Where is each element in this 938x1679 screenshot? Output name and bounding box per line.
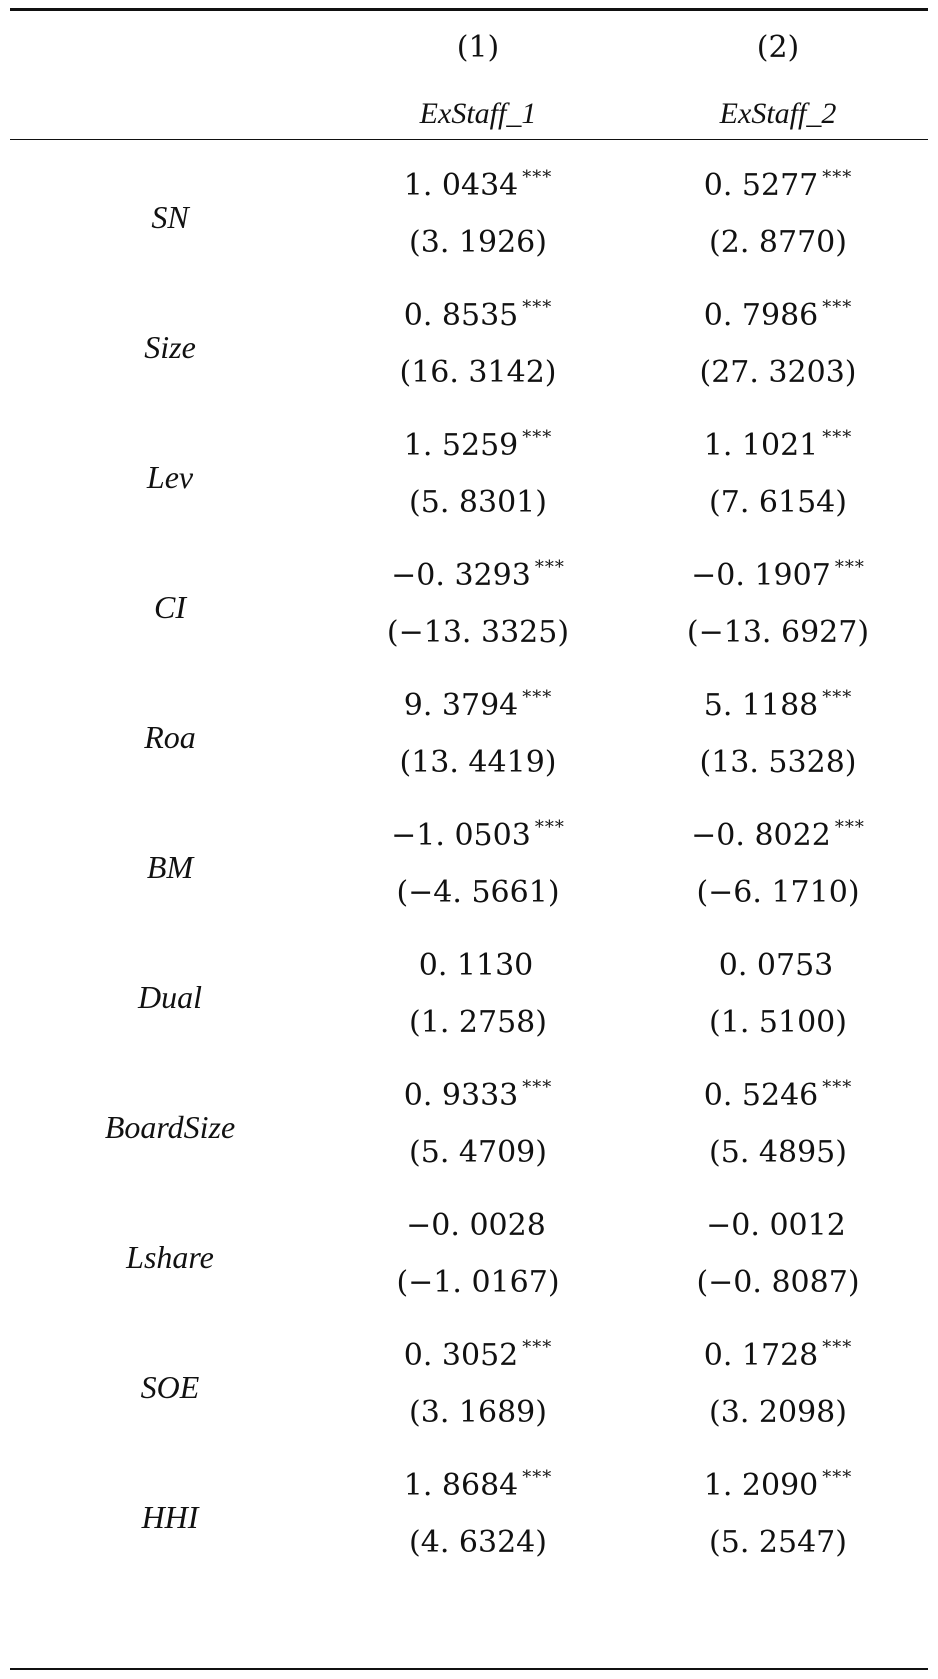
t-statistic: (2. 8770) — [709, 225, 847, 260]
variable-name: BoardSize — [104, 1109, 236, 1145]
coefficient — [348, 1458, 608, 1503]
t-statistic: (−6. 1710) — [696, 875, 860, 910]
table-row — [0, 810, 938, 950]
significance-stars: *** — [822, 1467, 853, 1488]
significance-stars: *** — [522, 687, 553, 708]
coefficient-value: −0. 8022 — [691, 818, 831, 853]
cell-col-1 — [348, 420, 608, 523]
coefficient-value: 1. 0434 — [403, 168, 519, 203]
coefficient — [348, 158, 608, 203]
coefficient-value: −0. 0012 — [706, 1208, 846, 1243]
significance-stars: *** — [522, 427, 553, 448]
coefficient — [648, 1458, 908, 1503]
t-statistic: (1. 2758) — [409, 1005, 547, 1040]
t-statistic: (13. 5328) — [699, 745, 857, 780]
table-row — [0, 940, 938, 1080]
coefficient — [348, 678, 608, 723]
coefficient-value: 0. 7986 — [703, 298, 819, 333]
cell-col-2 — [648, 1330, 908, 1433]
cell-col-2 — [648, 1460, 908, 1563]
t-statistic: (1. 5100) — [709, 1005, 847, 1040]
cell-col-1 — [348, 550, 608, 653]
significance-stars: *** — [822, 297, 853, 318]
coefficient-value: 0. 3052 — [403, 1338, 519, 1373]
table-row — [0, 1200, 938, 1340]
cell-col-2 — [648, 940, 908, 1043]
coefficient-value: 0. 1130 — [418, 948, 534, 983]
significance-stars: *** — [822, 1077, 853, 1098]
t-statistic: (5. 8301) — [409, 485, 547, 520]
cell-col-2 — [648, 420, 908, 523]
variable-name: Dual — [138, 979, 202, 1015]
coefficient-value: −0. 3293 — [391, 558, 531, 593]
coefficient-value: 0. 5246 — [703, 1078, 819, 1113]
t-statistic: (3. 1926) — [409, 225, 547, 260]
cell-col-1 — [348, 1330, 608, 1433]
cell-col-1 — [348, 810, 608, 913]
cell-col-1 — [348, 290, 608, 393]
column-header-2 — [678, 28, 878, 134]
cell-col-1 — [348, 680, 608, 783]
coefficient — [348, 938, 608, 983]
coefficient — [648, 678, 908, 723]
dependent-variable: ExStaff_2 — [719, 97, 837, 130]
coefficient-value: 0. 5277 — [703, 168, 819, 203]
table-top-rule — [10, 8, 928, 11]
cell-col-2 — [648, 810, 908, 913]
cell-col-1 — [348, 1460, 608, 1563]
table-row — [0, 1460, 938, 1600]
header-rule — [10, 139, 928, 140]
coefficient-value: −1. 0503 — [391, 818, 531, 853]
table-row — [0, 160, 938, 300]
t-statistic: (3. 1689) — [409, 1395, 547, 1430]
t-statistic: (16. 3142) — [399, 355, 557, 390]
coefficient-value: 5. 1188 — [703, 688, 819, 723]
table-row — [0, 290, 938, 430]
coefficient — [648, 938, 908, 983]
variable-name: CI — [154, 589, 186, 625]
coefficient-value: −0. 0028 — [406, 1208, 546, 1243]
coefficient — [648, 158, 908, 203]
table-row — [0, 420, 938, 560]
table-row — [0, 1070, 938, 1210]
variable-name: Lev — [146, 459, 194, 495]
variable-name: Lshare — [126, 1239, 214, 1275]
significance-stars: *** — [834, 817, 865, 838]
significance-stars: *** — [534, 557, 565, 578]
coefficient-value: 0. 8535 — [403, 298, 519, 333]
coefficient — [648, 418, 908, 463]
significance-stars: *** — [522, 167, 553, 188]
significance-stars: *** — [534, 817, 565, 838]
cell-col-1 — [348, 1070, 608, 1173]
t-statistic: (3. 2098) — [709, 1395, 847, 1430]
significance-stars: *** — [822, 167, 853, 188]
t-statistic: (5. 4709) — [409, 1135, 547, 1170]
cell-col-2 — [648, 1070, 908, 1173]
table-row — [0, 680, 938, 820]
cell-col-2 — [648, 1200, 908, 1303]
coefficient-value: 9. 3794 — [403, 688, 519, 723]
significance-stars: *** — [822, 427, 853, 448]
coefficient — [348, 418, 608, 463]
coefficient-value: 1. 8684 — [403, 1468, 519, 1503]
significance-stars: *** — [834, 557, 865, 578]
significance-stars: *** — [822, 687, 853, 708]
coefficient — [648, 288, 908, 333]
coefficient — [348, 1068, 608, 1113]
significance-stars: *** — [522, 297, 553, 318]
variable-name: HHI — [141, 1499, 199, 1535]
t-statistic: (5. 2547) — [709, 1525, 847, 1560]
cell-col-2 — [648, 550, 908, 653]
coefficient-value: −0. 1907 — [691, 558, 831, 593]
variable-name: SN — [151, 199, 189, 235]
t-statistic: (−4. 5661) — [396, 875, 560, 910]
cell-col-1 — [348, 940, 608, 1043]
t-statistic: (−0. 8087) — [696, 1265, 860, 1300]
coefficient-value: 1. 2090 — [703, 1468, 819, 1503]
significance-stars: *** — [522, 1337, 553, 1358]
t-statistic: (7. 6154) — [709, 485, 847, 520]
cell-col-1 — [348, 1200, 608, 1303]
coefficient — [348, 548, 608, 593]
variable-name: SOE — [140, 1369, 200, 1405]
table-row — [0, 1330, 938, 1470]
coefficient — [648, 1068, 908, 1113]
column-number: (2) — [756, 30, 800, 65]
t-statistic: (5. 4895) — [709, 1135, 847, 1170]
coefficient — [648, 808, 908, 853]
coefficient-value: 1. 1021 — [703, 428, 819, 463]
coefficient — [348, 288, 608, 333]
t-statistic: (27. 3203) — [699, 355, 857, 390]
t-statistic: (−1. 0167) — [396, 1265, 560, 1300]
table-bottom-rule — [10, 1668, 928, 1670]
column-number: (1) — [456, 30, 500, 65]
coefficient — [648, 1198, 908, 1243]
cell-col-2 — [648, 290, 908, 393]
coefficient-value: 1. 5259 — [403, 428, 519, 463]
coefficient — [348, 1328, 608, 1373]
coefficient-value: 0. 0753 — [718, 948, 834, 983]
column-header-1 — [378, 28, 578, 134]
coefficient — [348, 808, 608, 853]
t-statistic: (−13. 6927) — [686, 615, 870, 650]
coefficient — [648, 548, 908, 593]
coefficient — [648, 1328, 908, 1373]
cell-col-2 — [648, 680, 908, 783]
significance-stars: *** — [822, 1337, 853, 1358]
variable-name: Size — [144, 329, 196, 365]
significance-stars: *** — [522, 1077, 553, 1098]
coefficient — [348, 1198, 608, 1243]
t-statistic: (4. 6324) — [409, 1525, 547, 1560]
cell-col-1 — [348, 160, 608, 263]
table-row — [0, 550, 938, 690]
significance-stars: *** — [522, 1467, 553, 1488]
variable-name: BM — [146, 849, 194, 885]
t-statistic: (−13. 3325) — [386, 615, 570, 650]
coefficient-value: 0. 1728 — [703, 1338, 819, 1373]
coefficient-value: 0. 9333 — [403, 1078, 519, 1113]
t-statistic: (13. 4419) — [399, 745, 557, 780]
variable-name: Roa — [144, 719, 196, 755]
dependent-variable: ExStaff_1 — [419, 97, 537, 130]
cell-col-2 — [648, 160, 908, 263]
